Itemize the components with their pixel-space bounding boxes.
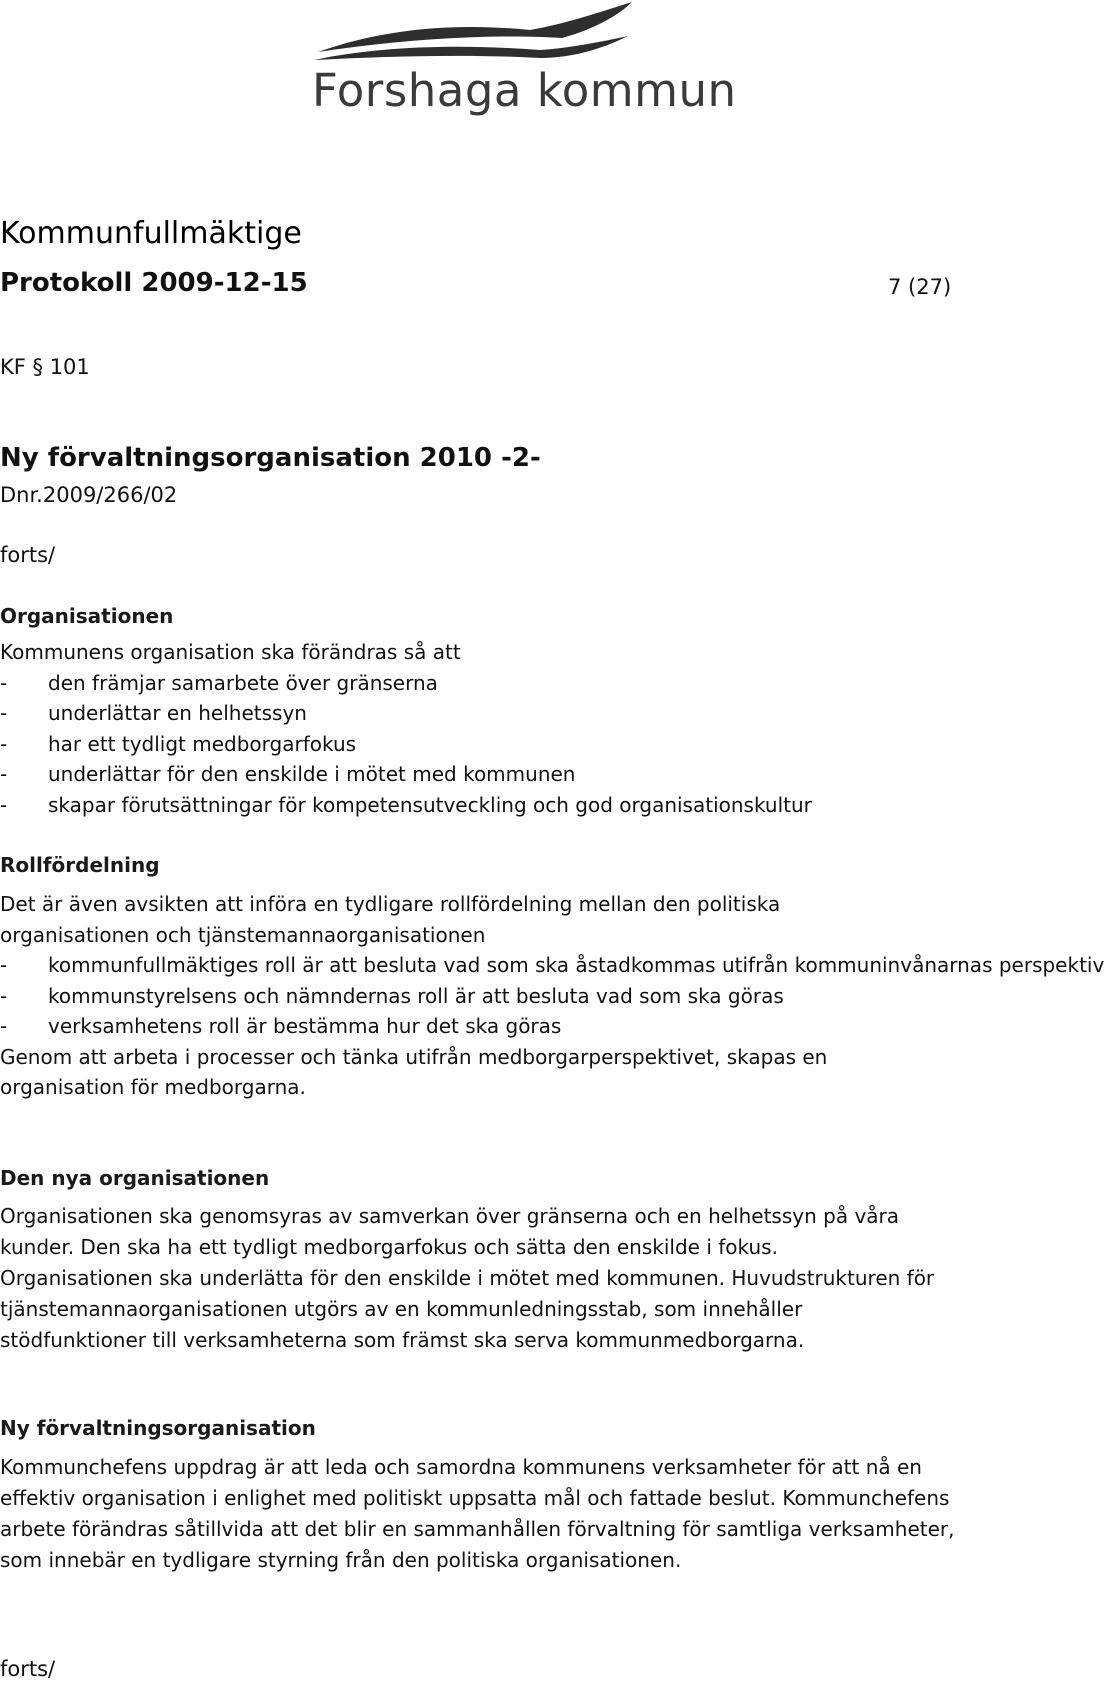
subject-heading: Ny förvaltningsorganisation 2010 -2- <box>0 443 541 473</box>
organisationen-block <box>0 637 960 820</box>
rollfordelning-list <box>0 950 1104 1042</box>
protocol-date: Protokoll 2009-12-15 <box>0 268 308 298</box>
list-item: - kommunfullmäktiges roll är att besluta vad som ska åstadkommas utifrån kommuninvånarnas perspektiv <box>0 953 1104 977</box>
list-item: - underlättar en helhetssyn <box>0 701 307 725</box>
page-number: 7 (27) <box>888 275 952 299</box>
section-heading-nya-organisationen: Den nya organisationen <box>0 1166 270 1190</box>
section-heading-forvaltningsorganisation: Ny förvaltningsorganisation <box>0 1416 316 1440</box>
list-item: - underlättar för den enskilde i mötet med kommunen <box>0 762 576 786</box>
section-reference: KF § 101 <box>0 355 90 379</box>
diary-number: Dnr.2009/266/02 <box>0 483 178 507</box>
logo-swoosh-icon <box>300 0 670 70</box>
list-item: - skapar förutsättningar för kompetensutveckling och god organisationskultur <box>0 792 812 817</box>
section-heading-organisationen: Organisationen <box>0 604 174 628</box>
list-item: - kommunstyrelsens och nämndernas roll är att besluta vad som ska göras <box>0 983 784 1008</box>
organisationen-list <box>0 668 960 821</box>
rollfordelning-outro: Genom att arbeta i processer och tänka utifrån medborgarperspektivet, skapas en organisation för medborgarna. <box>0 1044 828 1099</box>
list-item: - den främjar samarbete över gränserna <box>0 670 438 695</box>
list-item: - har ett tydligt medborgarfokus <box>0 731 357 756</box>
list-item: - verksamhetens roll är bestämma hur det ska göras <box>0 1014 562 1038</box>
forvaltningsorganisation-text: Kommunchefens uppdrag är att leda och samordna kommunens verksamheter för att nå en effektiv organisation i enlighet med politiskt uppsatta mål och fattade beslut. Kommunchefens arbete förändras såtillvida att det blir en sammanhållen förvaltning för samtliga verksamheter, som innebär en tydligare styrning från den politiska organisationen. <box>0 1455 955 1572</box>
nya-organisationen-text: Organisationen ska genomsyras av samverkan över gränserna och en helhetssyn på våra kunder. Den ska ha ett tydligt medborgarfokus och sätta den enskilde i fokus. Organisationen ska underlätta för den enskilde i mötet med kommunen. Huvudstrukturen för tjänstemannaorganisationen utgörs av en kommunledningsstab, som innehåller stödfunktioner till verksamheterna som främst ska serva kommunmedborgarna. <box>0 1204 935 1352</box>
rollfordelning-intro: Det är även avsikten att införa en tydligare rollfördelning mellan den politiska organisationen och tjänstemannaorganisationen <box>0 892 781 947</box>
continued-label: forts/ <box>0 543 56 567</box>
forshaga-logo <box>300 0 737 118</box>
rollfordelning-block <box>0 889 1104 1103</box>
logo-text: Forshaga kommun <box>312 64 737 117</box>
continued-label-bottom: forts/ <box>0 1657 56 1681</box>
document-title: Kommunfullmäktige <box>0 216 302 251</box>
organisationen-intro: Kommunens organisation ska förändras så att <box>0 640 461 664</box>
section-heading-rollfordelning: Rollfördelning <box>0 853 160 877</box>
